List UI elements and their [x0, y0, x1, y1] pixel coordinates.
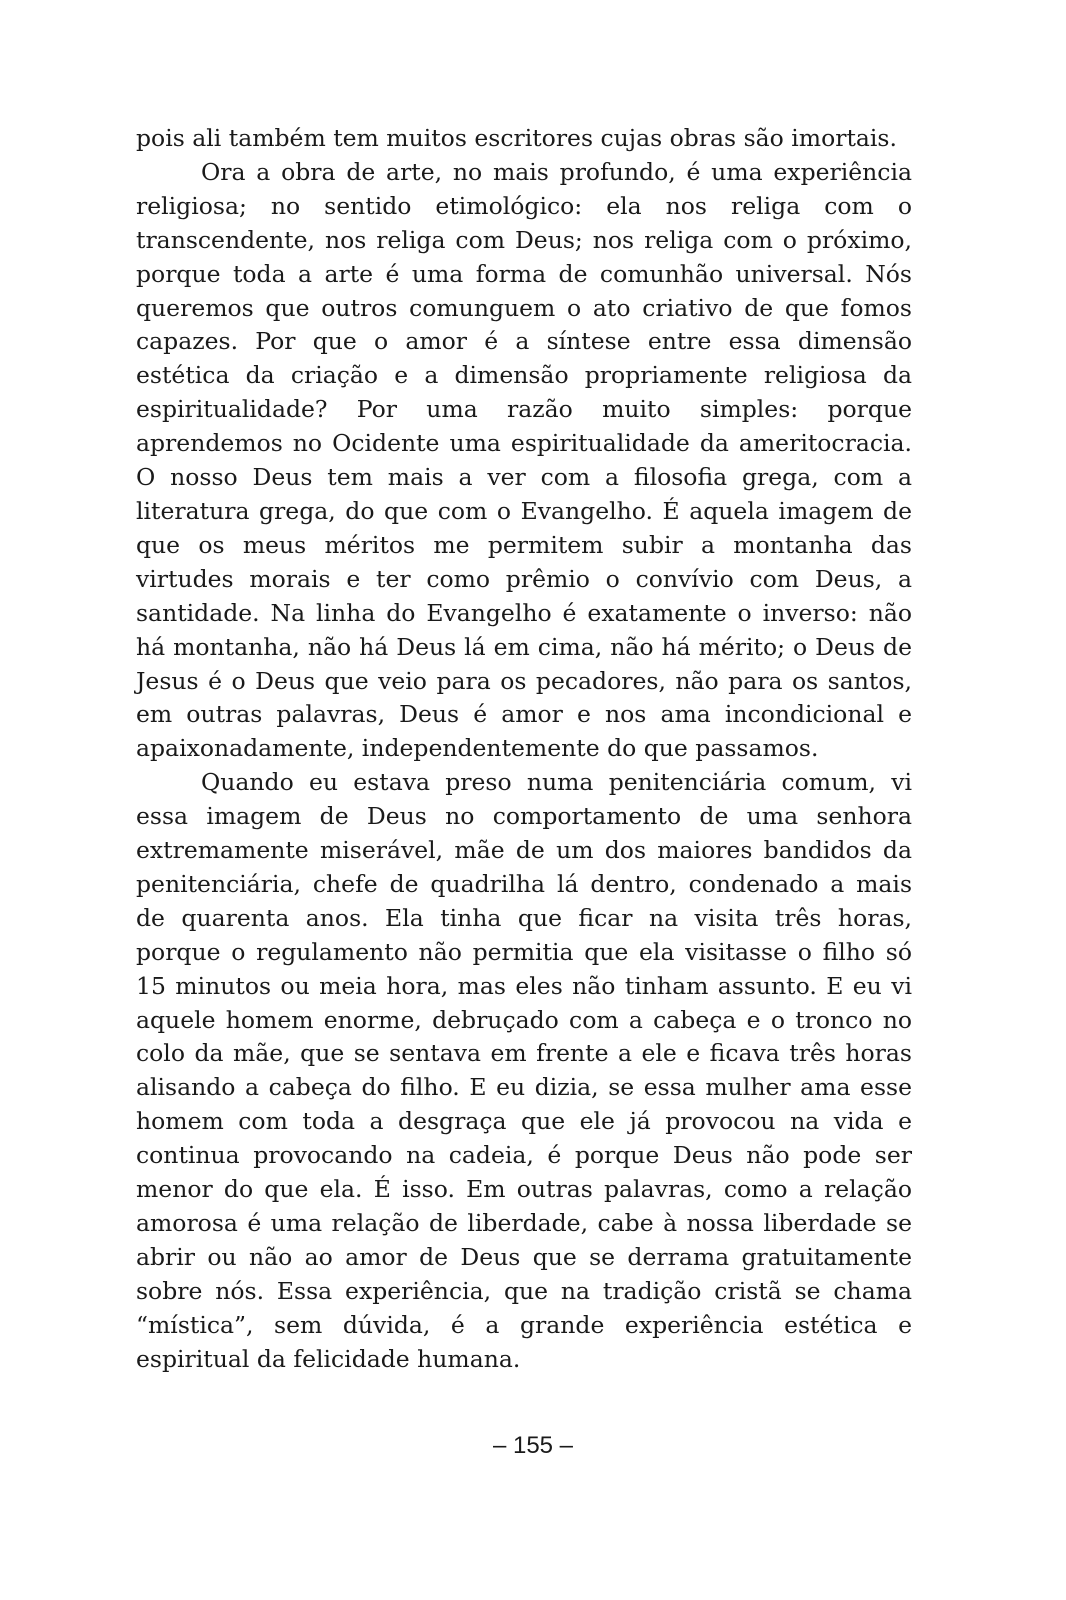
body-text	[136, 122, 912, 1377]
paragraph-art-religious-experience: Ora a obra de arte, no mais profundo, é uma experiência religiosa; no sentido etimológico: ela nos religa com o transcendente, nos religa com Deus; nos religa com o próximo, porque toda a arte é uma forma de comunhão universal. Nós queremos que outros comunguem o ato criativo de que fomos capazes. Por que o amor é a síntese entre essa dimensão estética da criação e a dimensão propriamente religiosa da espiritualidade? Por uma razão muito simples: porque aprendemos no Ocidente uma espiritualidade da ameritocracia. O nosso Deus tem mais a ver com a filosofia grega, com a literatura grega, do que com o Evangelho. É aquela imagem de que os meus méritos me permitem subir a montanha das virtudes morais e ter como prêmio o convívio com Deus, a santidade. Na linha do Evangelho é exatamente o inverso: não há montanha, não há Deus lá em cima, não há mérito; o Deus de Jesus é o Deus que veio para os pecadores, não para os santos, em outras palavras, Deus é amor e nos ama incondicional e apaixonadamente, independentemente do que passamos.	[136, 157, 912, 763]
page-number: – 155 –	[492, 1432, 574, 1459]
paragraph-continuation: pois ali também tem muitos escritores cujas obras são imortais.	[136, 124, 897, 152]
paragraph-penitentiary-story: Quando eu estava preso numa penitenciária comum, vi essa imagem de Deus no comportamento de uma senhora extremamente miserável, mãe de um dos maiores bandidos da penitenciária, chefe de quadrilha lá dentro, condenado a mais de quarenta anos. Ela tinha que ficar na visita três horas, porque o regulamento não permitia que ela visitasse o filho só 15 minutos ou meia hora, mas eles não tinham assunto. E eu vi aquele homem enorme, debruçado com a cabeça e o tronco no colo da mãe, que se sentava em frente a ele e ficava três horas alisando a cabeça do filho. E eu dizia, se essa mulher ama esse homem com toda a desgraça que ele já provocou na vida e continua provocando na cadeia, é porque Deus não pode ser menor do que ela. É isso. Em outras palavras, como a relação amorosa é uma relação de liberdade, cabe à nossa liberdade se abrir ou não ao amor de Deus que se derrama gratuitamente sobre nós. Essa experiência, que na tradição cristã se chama “mística”, sem dúvida, é a grande experiência estética e espiritual da felicidade humana.	[136, 768, 912, 1373]
